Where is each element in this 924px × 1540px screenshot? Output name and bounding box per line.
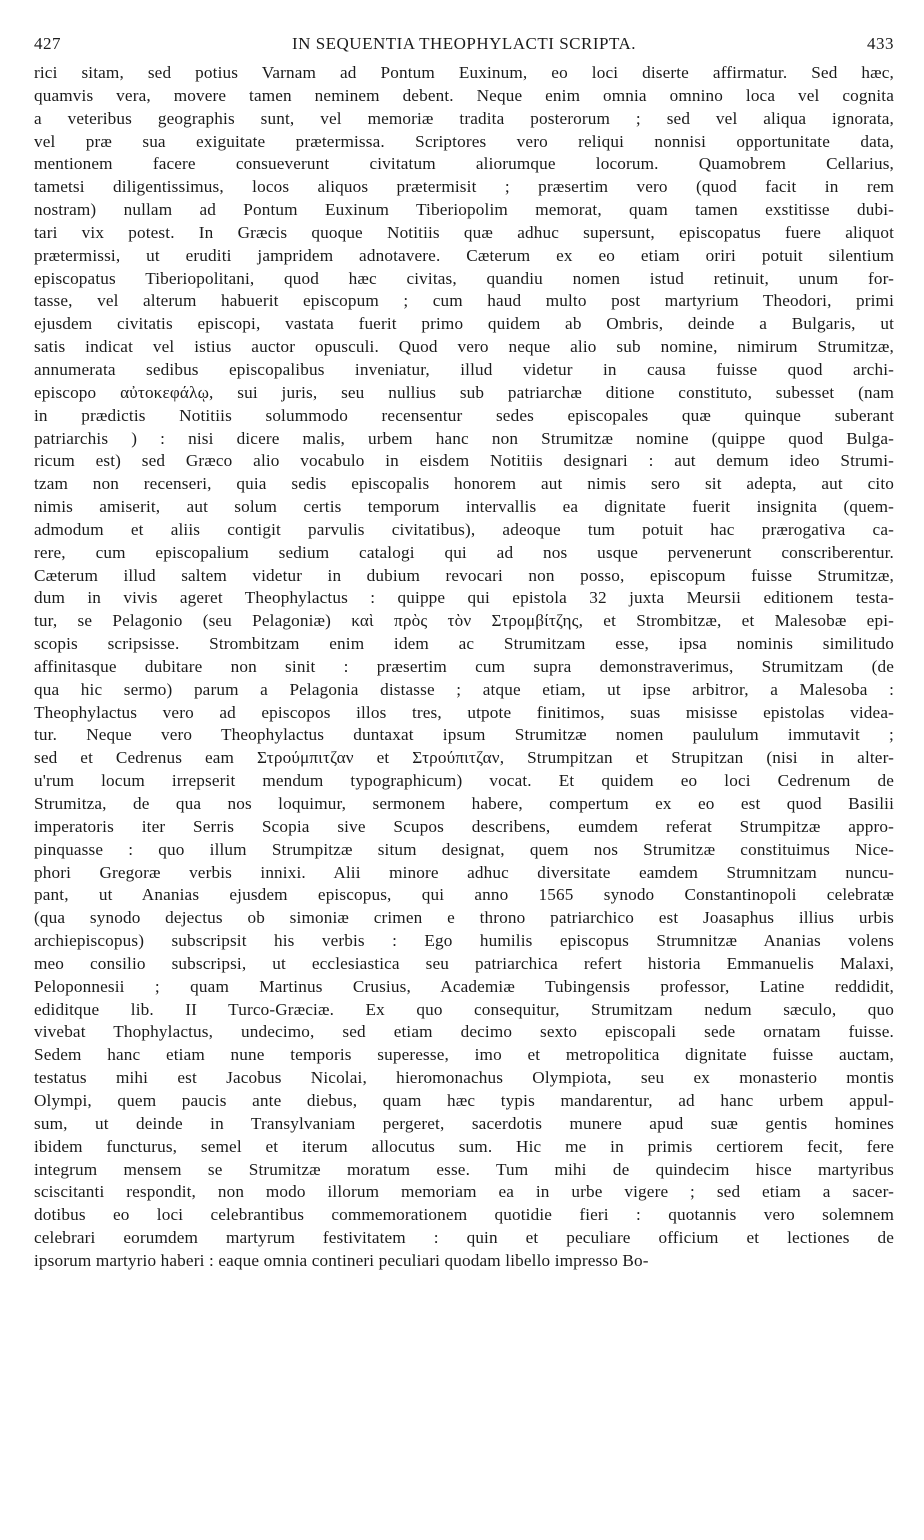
text-line: nimis amiserit, aut solum certis temporum intervallis ea dignitate fuerit insignita (quem- [34, 497, 894, 517]
text-line: in prædictis Notitiis solummodo recensentur sedes episcopales quæ quinque suberant [34, 405, 894, 425]
text-line: patriarchis ) : nisi dicere malis, urbem hanc non Strumitzæ nomine (quippe quod Bulga- [34, 428, 894, 448]
text-line: (qua synodo dejectus ob simoniæ crimen e throno patriarchico est Joasaphus illius urbis [34, 908, 894, 928]
text-line: sciscitanti respondit, non modo illorum memoriam ea in urbe vigere ; sed etiam a sacer- [34, 1182, 894, 1202]
text-line: tametsi diligentissimus, locos aliquos prætermisit ; præsertim vero (quod facit in rem [34, 177, 894, 197]
text-line: episcopo αὐτοκεφάλῳ, sui juris, seu nullius sub patriarchæ ditione constituto, subesset (nam [34, 382, 894, 402]
text-line: satis indicat vel istius auctor opusculi. Quod vero neque alio sub nomine, nimirum Strumitzæ, [34, 337, 894, 357]
text-line: tari vix potest. In Græcis quoque Notitiis quæ adhuc supersunt, episcopatus fuere aliquot [34, 222, 894, 242]
body-text [34, 62, 894, 1273]
text-line: Theophylactus vero ad episcopos illos tres, utpote finitimos, suas misisse epistolas videa- [34, 702, 894, 722]
text-line: ejusdem civitatis episcopi, vastata fuerit primo quidem ab Ombris, deinde a Bulgaris, ut [34, 314, 894, 334]
text-line: ediditque lib. II Turco-Græciæ. Ex quo consequitur, Strumitzam nedum sæculo, quo [34, 999, 894, 1019]
text-line: ricum est) sed Græco alio vocabulo in eisdem Notitiis designari : aut demum ideo Strumi- [34, 451, 894, 471]
text-line: vivebat Thophylactus, undecimo, sed etiam decimo sexto episcopali sede ornatam fuisse. [34, 1022, 894, 1042]
text-line: dotibus eo loci celebrantibus commemorationem quotidie fieri : quotannis vero solemnem [34, 1205, 894, 1225]
text-line: meo consilio subscripsi, ut ecclesiastica seu patriarchica refert historia Emmanuelis Malaxi, [34, 953, 894, 973]
text-line: a veteribus geographis sunt, vel memoriæ tradita posterorum ; sed vel aliqua ignorata, [34, 108, 894, 128]
text-line: dum in vivis ageret Theophylactus : quippe qui epistola 32 juxta Meursii editionem testa- [34, 588, 894, 608]
text-line: annumerata sedibus episcopalibus inveniatur, illud videtur in causa fuisse quod archi- [34, 359, 894, 379]
text-line: scopis scripsisse. Strombitzam enim idem ac Strumitzam esse, ipsa nominis similitudo [34, 634, 894, 654]
text-line: Strumitza, de qua nos loquimur, sermonem habere, compertum ex eo est quod Basilii [34, 794, 894, 813]
text-line: mentionem facere consueverunt civitatum aliorumque locorum. Quamobrem Cellarius, [34, 154, 894, 174]
text-line: integrum mensem se Strumitzæ moratum esse. Tum mihi de quindecim hisce martyribus [34, 1159, 894, 1179]
text-line: rici sitam, sed potius Varnam ad Pontum Euxinum, eo loci diserte affirmatur. Sed hæc, [34, 63, 894, 82]
text-line: nostram) nullam ad Pontum Euxinum Tiberiopolim memorat, quam tamen exstitisse dubi- [34, 200, 894, 220]
text-line: tur, se Pelagonio (seu Pelagoniæ) καὶ πρὸς τὸν Στρομβίτζης, et Strombitzæ, et Malesobæ epi- [34, 611, 894, 631]
text-line: tzam non recenseri, quia sedis episcopalis honorem aut nimis sero sit adepta, aut cito [34, 474, 894, 494]
text-line: phori Gregoræ verbis innixi. Alii minore adhuc diversitate eamdem Strumnitzam nuncu- [34, 862, 894, 882]
text-line: Sedem hanc etiam nune temporis superesse, imo et metropolitica dignitate fuisse auctam, [34, 1045, 894, 1065]
text-line: tur. Neque vero Theophylactus duntaxat ipsum Strumitzæ nomen paululum immutavit ; [34, 725, 894, 745]
text-line: episcopatus Tiberiopolitani, quod hæc civitas, quandiu nomen istud retinuit, unum for- [34, 268, 894, 288]
text-line: u'rum locum irrepserit mendum typographicum) vocat. Et quidem eo loci Cedrenum de [34, 771, 894, 791]
text-line: ipsorum martyrio haberi : eaque omnia contineri peculiari quodam libello impresso Bo- [34, 1250, 649, 1270]
text-line: sed et Cedrenus eam Στρούμπιτζαν et Στρούπιτζαν, Strumpitzan et Strupitzan (nisi in alter- [34, 748, 894, 768]
running-header [34, 34, 894, 62]
text-line: Olympi, quem paucis ante diebus, quam hæc typis mandarentur, ad hanc urbem appul- [34, 1090, 894, 1110]
text-line: quamvis vera, movere tamen neminem debent. Neque enim omnia omnino loca vel cognita [34, 85, 894, 105]
text-line: prætermissi, ut eruditi jampridem adnotavere. Cæterum ex eo etiam oriri potuit silentium [34, 245, 894, 265]
text-line: affinitasque dubitare non sinit : præsertim cum supra demonstraverimus, Strumitzam (de [34, 656, 894, 676]
text-line: archiepiscopus) subscripsit his verbis : Ego humilis episcopus Strumnitzæ Ananias volens [34, 931, 894, 951]
text-line: rere, cum episcopalium sedium catalogi qui ad nos usque pervenerunt conscriberentur. [34, 542, 894, 562]
running-title: IN SEQUENTIA THEOPHYLACTI SCRIPTA. [292, 34, 636, 53]
text-line: vel præ sua exiguitate prætermissa. Scriptores vero reliqui nonnisi opportunitate data, [34, 131, 894, 151]
text-line: qua hic sermo) parum a Pelagonia distasse ; atque etiam, ut ipse arbitror, a Malesoba : [34, 679, 894, 699]
text-line: Peloponnesii ; quam Martinus Crusius, Academiæ Tubingensis professor, Latine reddidit, [34, 976, 894, 996]
text-line: testatus mihi est Jacobus Nicolai, hieromonachus Olympiota, seu ex monasterio montis [34, 1068, 894, 1088]
text-line: pant, ut Ananias ejusdem episcopus, qui anno 1565 synodo Constantinopoli celebratæ [34, 885, 894, 905]
page-number-right: 433 [867, 34, 894, 53]
text-line: Cæterum illud saltem videtur in dubium revocari non posso, episcopum fuisse Strumitzæ, [34, 565, 894, 585]
page-number-left: 427 [34, 34, 61, 53]
text-line: celebrari eorumdem martyrum festivitatem : quin et peculiare officium et lectiones de [34, 1228, 894, 1248]
text-line: imperatoris iter Serris Scopia sive Scupos describens, eumdem referat Strumpitzæ appro- [34, 816, 894, 836]
text-line: ibidem functurus, semel et iterum allocutus sum. Hic me in primis certiorem fecit, fere [34, 1136, 894, 1156]
text-line: pinquasse : quo illum Strumpitzæ situm designat, quem nos Strumitzæ constituimus Nice- [34, 839, 894, 859]
text-line: tasse, vel alterum habuerit episcopum ; cum haud multo post martyrium Theodori, primi [34, 291, 894, 311]
text-line: admodum et aliis contigit parvulis civitatibus), adeoque tum potuit hac prærogativa ca- [34, 519, 894, 539]
text-line: sum, ut deinde in Transylvaniam pergeret, sacerdotis munere apud suæ gentis homines [34, 1113, 894, 1133]
